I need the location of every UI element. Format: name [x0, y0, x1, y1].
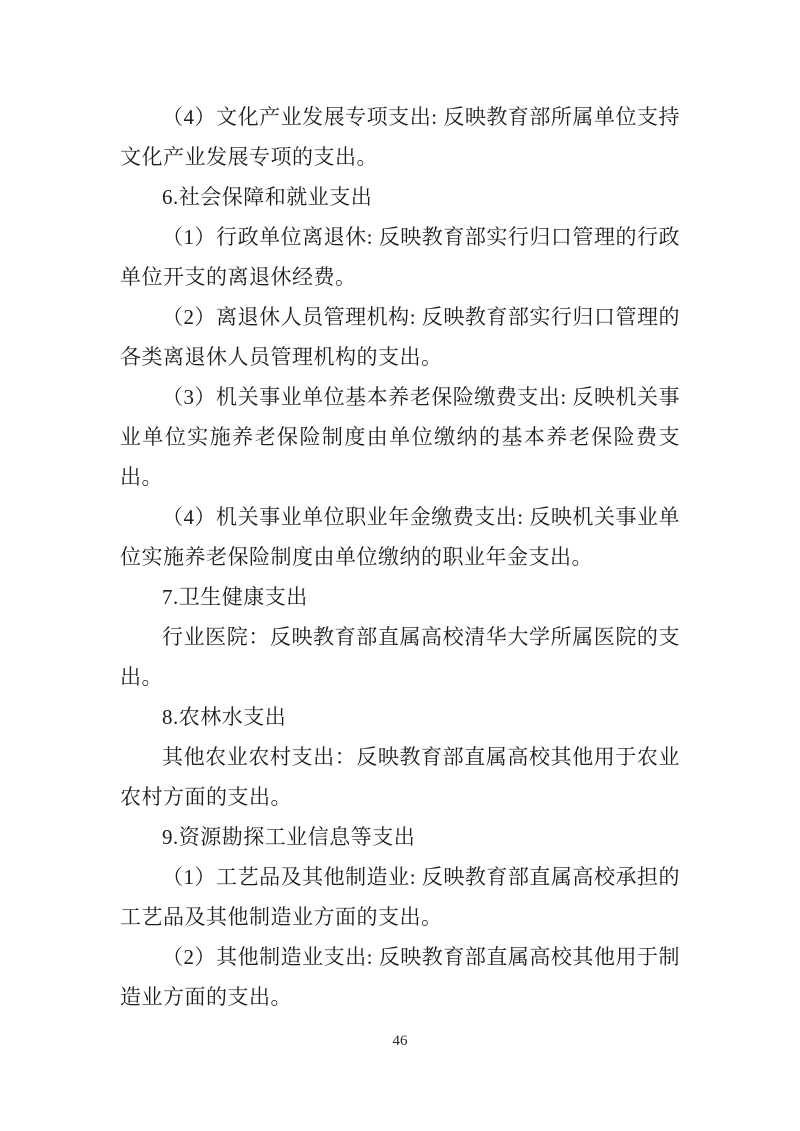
document-paragraph: （4）机关事业单位职业年金缴费支出: 反映机关事业单位实施养老保险制度由单位缴纳的职业年金支出。 — [120, 505, 680, 569]
document-paragraph: 其他农业农村支出：反映教育部直属高校其他用于农业农村方面的支出。 — [120, 745, 680, 809]
document-paragraph: （2）其他制造业支出: 反映教育部直属高校其他用于制造业方面的支出。 — [120, 945, 680, 1009]
document-paragraph: （3）机关事业单位基本养老保险缴费支出: 反映机关事业单位实施养老保险制度由单位缴纳的基本养老保险费支出。 — [120, 385, 680, 489]
section-heading: 7.卫生健康支出 — [162, 585, 308, 609]
document-paragraph: （1）工艺品及其他制造业: 反映教育部直属高校承担的工艺品及其他制造业方面的支出。 — [120, 865, 680, 929]
document-body — [120, 97, 680, 1017]
page-number: 46 — [392, 1033, 408, 1049]
section-heading: 9.资源勘探工业信息等支出 — [162, 825, 416, 849]
document-paragraph: （4）文化产业发展专项支出: 反映教育部所属单位支持文化产业发展专项的支出。 — [120, 105, 680, 169]
document-paragraph: 行业医院：反映教育部直属高校清华大学所属医院的支出。 — [120, 625, 680, 689]
section-heading: 6.社会保障和就业支出 — [162, 185, 373, 209]
document-paragraph: （1）行政单位离退休: 反映教育部实行归口管理的行政单位开支的离退休经费。 — [120, 225, 680, 289]
document-paragraph: （2）离退休人员管理机构: 反映教育部实行归口管理的各类离退休人员管理机构的支出。 — [120, 305, 680, 369]
section-heading: 8.农林水支出 — [162, 705, 287, 729]
